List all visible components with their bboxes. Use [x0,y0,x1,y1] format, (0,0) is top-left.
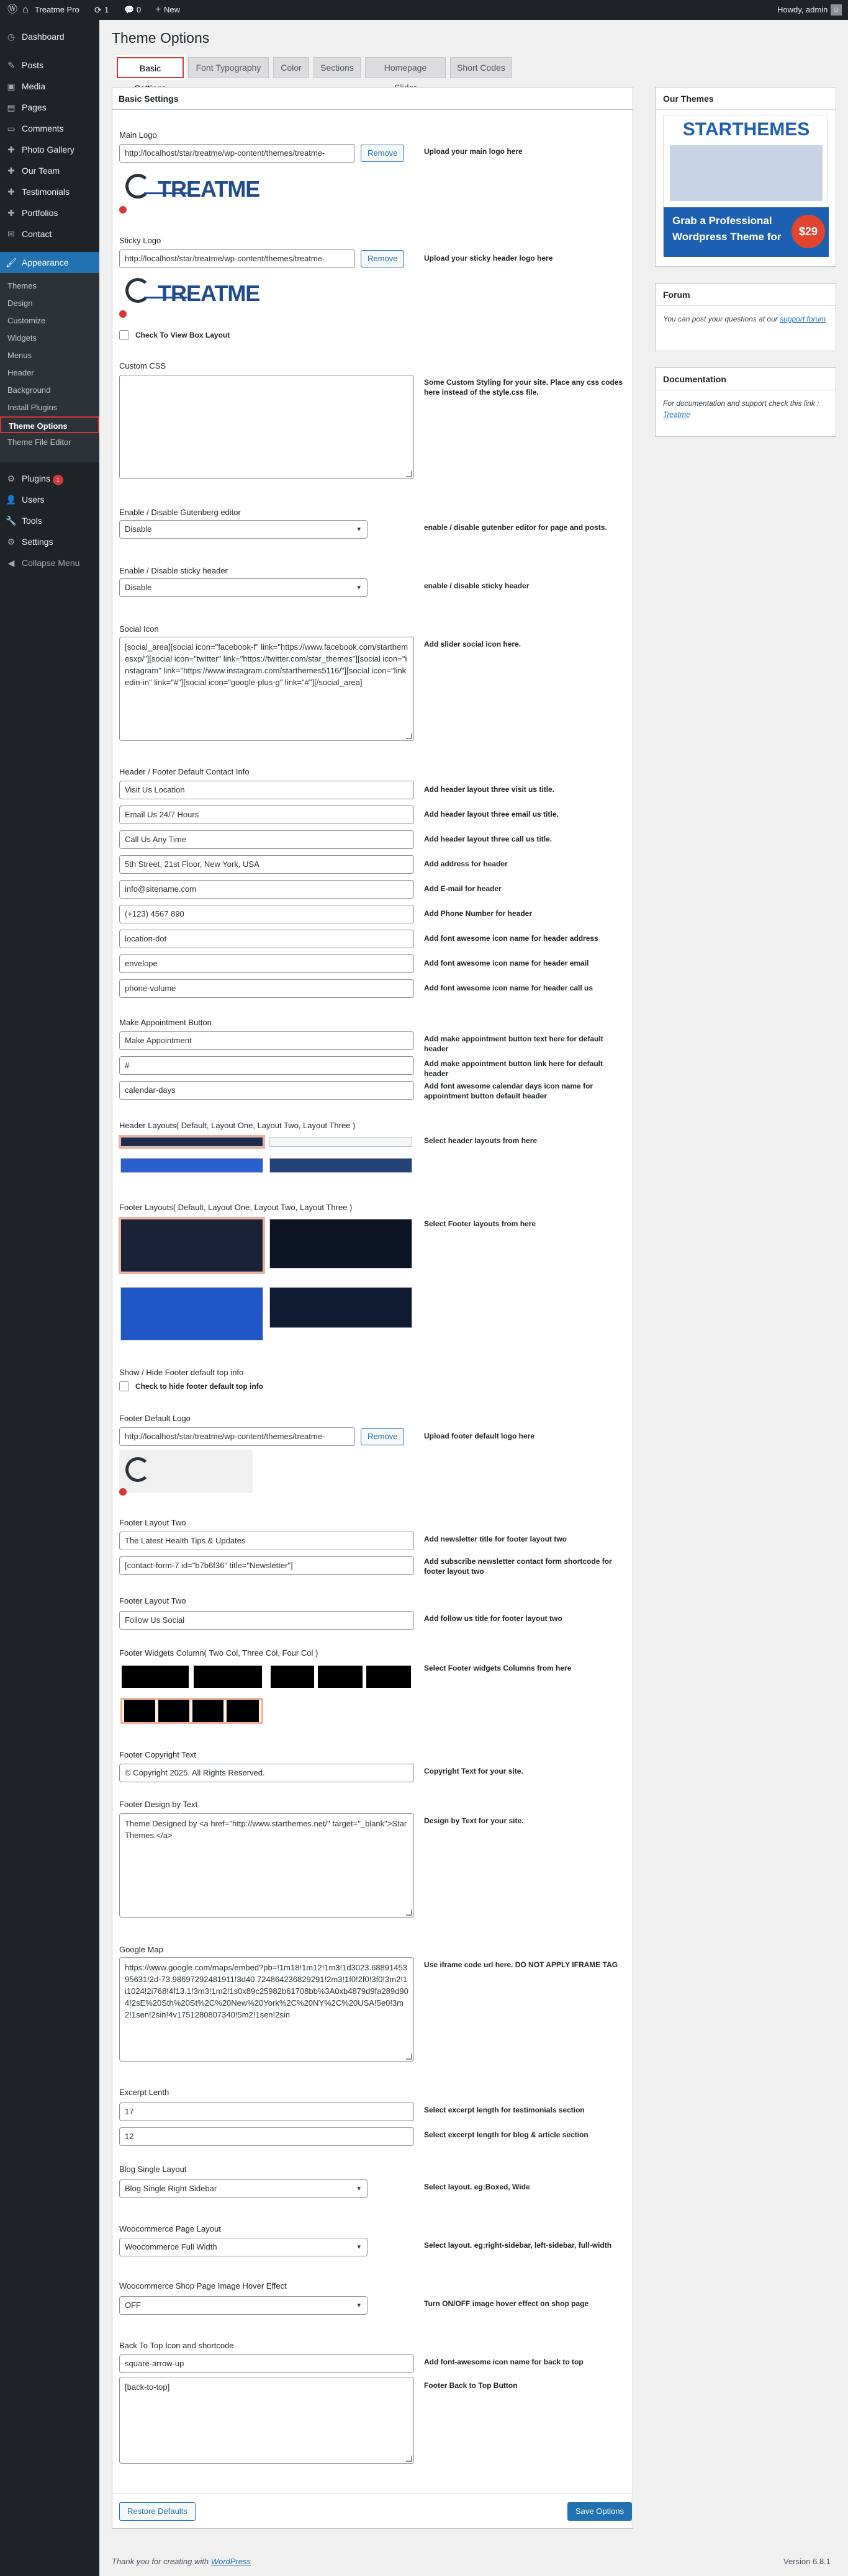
sticky-header-desc: enable / disable sticky header [424,581,530,590]
woo-hover-label: Woocommerce Shop Page Image Hover Effect [119,2281,287,2291]
footer-widgets-label: Footer Widgets Column( Two Col, Three Col, Four Col ) [119,1648,318,1658]
footer-top-info-label: Show / Hide Footer default top info [119,1368,244,1377]
site-name-link[interactable]: Treatme Pro [35,5,79,14]
footer-thanks [112,2557,251,2566]
page-icon: ▤ [7,102,16,112]
footer-col [192,1700,223,1722]
sticky-logo-remove-button[interactable]: Remove [361,250,404,267]
forum-body [656,306,836,332]
appointment-input[interactable]: Make Appointment [119,1031,414,1050]
footer-logo-preview [119,1450,253,1493]
howdy-link[interactable]: Howdy, admin [777,5,828,14]
new-link[interactable]: New [164,5,181,14]
menu-posts[interactable] [0,55,99,76]
plus-icon[interactable]: + [155,4,161,15]
menu-tools[interactable] [0,510,99,531]
menu-label: Tools [22,516,42,526]
sticky-logo-url-input[interactable]: http://localhost/star/treatme/wp-content/themes/treatme- [119,249,355,268]
header-layouts-label: Header Layouts( Default, Layout One, Layout Two, Layout Three ) [119,1121,356,1130]
menu-comments[interactable] [0,118,99,139]
menu-label: Photo Gallery [22,145,74,155]
custom-css-textarea[interactable] [119,375,414,479]
mail-icon: ✉ [7,229,15,239]
logo-wordmark: TREATME [158,176,260,202]
resize-handle[interactable] [406,2456,412,2462]
footer-layouts-desc: Select Footer layouts from here [424,1219,536,1228]
panel-title: Basic Settings [112,88,633,110]
design-by-textarea[interactable] [119,1813,414,1918]
footer-layout-two-thumb[interactable] [120,1287,263,1340]
woo-hover-desc: Turn ON/OFF image hover effect on shop page [424,2299,589,2308]
excerpt-blog-input[interactable]: 12 [119,2127,414,2146]
menu-label: Settings [22,537,53,547]
appointment-label: Make Appointment Button [119,1018,212,1027]
contact-info-input[interactable]: (+123) 4567 890 [119,905,414,923]
menu-label: Our Team [22,166,60,176]
stethoscope-icon [125,278,150,303]
menu-settings[interactable] [0,531,99,552]
menu-media[interactable] [0,76,99,97]
footer-col [158,1700,189,1722]
media-icon: ▣ [7,81,16,91]
starthemes-brand: STARTHEMES [682,119,810,140]
gutenberg-label: Enable / Disable Gutenberg editor [119,508,241,517]
footer-three-col-thumb[interactable] [318,1666,363,1688]
appointment-desc: Add make appointment button text here for default header [424,1034,603,1054]
woo-layout-label: Woocommerce Page Layout [119,2224,221,2233]
chevron-down-icon: ▾ [357,526,361,533]
user-icon: 👤 [6,495,17,505]
back-to-top-icon-input[interactable]: square-arrow-up [119,2354,414,2373]
header-layout-three-thumb[interactable] [269,1158,412,1173]
sticky-header-select[interactable] [119,578,368,597]
header-layout-one-thumb[interactable] [269,1137,412,1147]
footer-two-col-thumb[interactable] [194,1666,262,1688]
back-to-top-icon-desc: Add font-awesome icon name for back to top [424,2358,584,2366]
chevron-down-icon: ▾ [357,584,361,591]
page-title: Theme Options [112,30,210,46]
menu-label: Portfolios [22,208,58,218]
tab-sections[interactable]: Sections [313,57,361,78]
design-by-desc: Design by Text for your site. [424,1816,524,1825]
appointment-input[interactable]: # [119,1056,414,1075]
menu-dashboard[interactable] [0,26,99,47]
tab-short-codes[interactable]: Short Codes [450,57,512,78]
contact-info-input[interactable]: phone-volume [119,979,414,998]
footer-layout-default-thumb[interactable] [120,1219,263,1272]
forum-panel [655,283,836,351]
footer-col [124,1700,155,1722]
menu-contact[interactable] [0,223,99,245]
header-layouts-desc: Select header layouts from here [424,1136,538,1145]
google-map-value: https://www.google.com/maps/embed?pb=!1m18!1m12!1m3!1d3023.6889145395631!2d-73.98697292481911!3d40.724864236829291!2m3!1f0!2f0!3f0!3m2!1i1024!2i768!4f13.1!3m3!1m2!1s0x89c25982b61708bb%3A0xb4879d9fa289d904!2sE%20Sth%20St%2C%20New%20York%2C%20NY%2C%20USA!5e0!3m2!1sen!2sin!4v1751280807340!5m2!1sen!2sin [125,1963,408,2019]
sticky-logo-preview [119,271,260,314]
box-layout-checkbox[interactable] [119,330,129,340]
menu-label: Dashboard [22,32,65,42]
documentation-body [656,390,836,428]
footer-layout-two-label: Footer Layout Two [119,1518,186,1527]
menu-photo-gallery[interactable] [0,139,99,160]
footer-version: Version 6.8.1 [783,2557,831,2566]
contact-info-desc: Add header layout three email us title. [424,810,559,819]
follow-us-desc: Add follow us title for footer layout two [424,1614,562,1623]
promo-line2: Wordpress Theme for [672,231,782,243]
forum-title: Forum [656,284,836,306]
chevron-down-icon: ▾ [357,2302,361,2309]
footer-three-col-thumb[interactable] [271,1666,314,1688]
tab-font-typography[interactable]: Font Typography [188,57,269,78]
google-map-label: Google Map [119,1945,163,1954]
support-forum-link[interactable]: support forum [780,315,826,323]
main-logo-remove-button[interactable]: Remove [361,145,404,162]
appointment-desc: Add make appointment button link here for default header [424,1059,603,1079]
custom-css-label: Custom CSS [119,361,166,370]
design-by-label: Footer Design by Text [119,1800,198,1809]
menu-label: Plugins [22,473,50,483]
footer-top-info-check-label: Check to hide footer default top info [135,1382,263,1391]
comment-icon: ▭ [7,123,16,133]
social-icon-desc: Add slider social icon here. [424,640,521,648]
main-logo-preview [119,166,260,210]
back-to-top-shortcode-textarea[interactable] [119,2377,414,2464]
design-by-value: Theme Designed by <a href="http://www.starthemes.net/" target="_blank">Star Themes.</a> [125,1819,409,1840]
divider [112,2493,633,2494]
footer-logo-desc: Upload footer default logo here [424,1432,535,1440]
menu-label: Testimonials [22,187,70,197]
menu-label: Users [22,495,45,505]
header-layout-two-thumb[interactable] [120,1158,263,1173]
our-themes-panel [655,87,836,267]
social-icon-label: Social Icon [119,624,159,634]
copyright-input[interactable]: © Copyright 2025. All Rights Reserved. [119,1764,414,1782]
chevron-down-icon: ▾ [357,2185,361,2192]
resize-handle[interactable] [406,471,412,477]
plugin-icon: ⚙ [7,473,16,483]
team-icon: ✚ [7,166,15,176]
footer-layouts-label: Footer Layouts( Default, Layout One, Layout Two, Layout Three ) [119,1203,353,1212]
menu-label: Contact [22,229,52,239]
blog-single-desc: Select layout. eg:Boxed, Wide [424,2183,530,2191]
footer-logo-url-input[interactable]: http://localhost/star/treatme/wp-content/themes/treatme- [119,1427,355,1446]
submenu-customize[interactable]: Customize [7,316,46,325]
menu-label: Comments [22,123,64,133]
menu-pages[interactable] [0,97,99,118]
starthemes-banner[interactable] [663,115,828,256]
brush-icon: 🖌 [6,258,17,267]
menu-label: Pages [22,102,47,112]
main-logo-delete-icon[interactable] [119,206,127,213]
menu-plugins[interactable] [0,468,99,489]
stethoscope-icon [125,174,150,199]
gutenberg-select[interactable] [119,520,368,539]
footer-logo-remove-button[interactable]: Remove [361,1428,404,1445]
main-logo-label: Main Logo [119,130,157,140]
newsletter-title-desc: Add newsletter title for footer layout two [424,1535,567,1543]
admin-sidebar [0,20,99,2576]
submenu-header[interactable]: Header [7,368,34,377]
copyright-label: Footer Copyright Text [119,1750,197,1759]
contact-info-desc: Add font awesome icon name for header address [424,934,598,943]
excerpt-label: Excerpt Lenth [119,2088,169,2097]
menu-portfolios[interactable] [0,202,99,223]
menu-label: Collapse Menu [22,558,80,568]
settings-icon: ⚙ [7,537,16,547]
google-map-desc: Use iframe code url here. DO NOT APPLY IFRAME TAG [424,1960,618,1969]
back-to-top-label: Back To Top Icon and shortcode [119,2341,234,2350]
box-layout-label: Check To View Box Layout [135,331,230,339]
google-map-textarea[interactable] [119,1957,414,2062]
submenu-background[interactable]: Background [7,385,51,395]
portfolio-icon: ✚ [7,208,15,218]
back-to-top-shortcode-desc: Footer Back to Top Button [424,2381,518,2390]
price-badge: $29 [792,215,825,248]
submenu-themes[interactable]: Themes [7,281,37,290]
woo-hover-value: OFF [125,2300,141,2310]
contact-info-desc: Add Phone Number for header [424,909,533,918]
newsletter-form-desc: Add subscribe newsletter contact form shortcode for footer layout two [424,1557,612,1576]
footer-col [227,1700,259,1722]
submenu-theme-options[interactable]: Theme Options [0,416,99,433]
updates-icon[interactable]: ⟳ [94,5,102,15]
woo-layout-value: Woocommerce Full Width [125,2242,217,2251]
gallery-icon: ✚ [7,145,15,155]
contact-info-desc: Add font awesome icon name for header email [424,959,589,967]
excerpt-testimonials-input[interactable]: 17 [119,2103,414,2121]
custom-css-desc: Some Custom Styling for your site. Place any css codes here instead of the style.css file. [424,378,623,397]
our-themes-title: Our Themes [656,88,836,110]
header-layout-default-thumb[interactable] [120,1137,263,1147]
sticky-header-value: Disable [125,583,152,592]
excerpt-testimonials-desc: Select excerpt length for testimonials section [424,2106,585,2114]
submenu-menus[interactable]: Menus [7,351,32,360]
menu-appearance[interactable] [0,252,99,273]
menu-users[interactable] [0,489,99,510]
contact-info-input[interactable]: Visit Us Location [119,781,414,799]
wordpress-logo-icon[interactable]: Ⓦ [7,4,18,15]
menu-label: Posts [22,60,44,70]
main-logo-desc: Upload your main logo here [424,147,523,156]
stethoscope-icon [125,1457,150,1482]
blog-single-select[interactable] [119,2179,368,2198]
documentation-panel [655,367,836,437]
footer-three-col-thumb[interactable] [366,1666,411,1688]
dashboard-icon: ◷ [7,32,16,42]
collapse-icon: ◀ [7,558,15,568]
resize-handle[interactable] [406,733,412,739]
menu-our-team[interactable] [0,160,99,181]
submenu-widgets[interactable]: Widgets [7,333,37,343]
submenu-theme-file-editor[interactable]: Theme File Editor [7,438,71,447]
sticky-logo-desc: Upload your sticky header logo here [424,254,553,263]
footer-layout-one-thumb[interactable] [269,1219,412,1268]
appointment-desc: Add font awesome calendar days icon name for appointment button default header [424,1082,593,1101]
plugins-badge: 1 [53,475,63,485]
documentation-text: For documentation and support check this link : [663,399,819,408]
footer-four-col-selected[interactable] [120,1698,263,1724]
contact-info-input[interactable]: Call Us Any Time [119,830,414,849]
footer-widgets-desc: Select Footer widgets Columns from here [424,1664,572,1672]
sticky-header-label: Enable / Disable sticky header [119,566,228,575]
contact-info-input[interactable]: location-dot [119,930,414,948]
tab-color[interactable]: Color [273,57,309,78]
menu-label: Media [22,81,46,91]
back-to-top-shortcode-value: [back-to-top] [125,2382,170,2392]
footer-thanks-text: Thank you for creating with [112,2557,211,2566]
submenu-design[interactable]: Design [7,298,33,308]
newsletter-title-input[interactable]: The Latest Health Tips & Updates [119,1532,414,1550]
tab-basic-settings[interactable]: Basic [117,57,184,78]
contact-info-label: Header / Footer Default Contact Info [119,767,250,776]
logo-wordmark: TREATME [158,280,260,306]
pin-icon: ✎ [7,60,15,70]
gutenberg-desc: enable / disable gutenber editor for page and posts. [424,523,607,532]
contact-info-desc: Add E-mail for header [424,884,502,893]
newsletter-form-input[interactable]: [contact-form-7 id="b7b6f36" title="Newsletter"] [119,1556,414,1575]
forum-text: You can post your questions at our [663,315,780,323]
footer-layout-two-b-label: Footer Layout Two [119,1596,186,1605]
admin-bar [0,0,848,20]
copyright-desc: Copyright Text for your site. [424,1767,523,1775]
woo-hover-select[interactable] [119,2296,368,2315]
footer-two-col-thumb[interactable] [122,1666,189,1688]
submenu-install-plugins[interactable]: Install Plugins [7,403,58,412]
footer-top-info-checkbox[interactable] [119,1381,129,1391]
tab-homepage-slider[interactable]: Homepage [365,57,446,78]
social-icon-value: [social_area][social icon="facebook-f" link="https://www.facebook.com/starthemesxp/"][social icon="twitter" link="https://twitter.com/star_themes"][social icon="instagram" link="https://www.instagram.com/starthemes5116/"][social icon="linkedin-in" link="#"][social icon="google-plus-g" link="#"][/social_area] [125,642,408,687]
blog-single-label: Blog Single Layout [119,2165,187,2174]
quote-icon: ✚ [7,187,15,197]
avatar[interactable]: ☺ [831,4,842,16]
footer-layout-three-thumb[interactable] [269,1287,412,1328]
contact-info-desc: Add header layout three visit us title. [424,785,555,794]
comment-icon[interactable]: 💬 [124,5,135,14]
contact-info-desc: Add header layout three call us title. [424,835,553,843]
excerpt-blog-desc: Select excerpt length for blog & article section [424,2130,589,2139]
main-logo-url-input[interactable]: http://localhost/star/treatme/wp-content/themes/treatme- [119,144,355,163]
contact-info-input[interactable]: envelope [119,954,414,973]
sticky-logo-delete-icon[interactable] [119,310,127,318]
footer-logo-label: Footer Default Logo [119,1414,191,1423]
comments-count: 0 [137,5,142,14]
documentation-title: Documentation [656,368,836,390]
menu-collapse[interactable] [0,552,99,573]
promo-line1: Grab a Professional [672,215,772,227]
chevron-down-icon: ▾ [357,2243,361,2251]
contact-info-input[interactable]: 5th Street, 21st Floor, New York, USA [119,855,414,874]
theme-screenshots-image [670,145,823,201]
contact-info-desc: Add address for header [424,859,508,868]
resize-handle[interactable] [406,2053,412,2060]
gutenberg-value: Disable [125,524,152,534]
sticky-logo-label: Sticky Logo [119,236,161,245]
blog-single-value: Blog Single Right Sidebar [125,2184,217,2193]
social-icon-textarea[interactable] [119,637,414,741]
menu-label: Appearance [22,258,69,267]
appointment-input[interactable]: calendar-days [119,1081,414,1100]
footer-logo-delete-icon[interactable] [119,1488,127,1496]
woo-layout-desc: Select layout. eg:right-sidebar, left-sidebar, full-width [424,2241,612,2250]
woo-layout-select[interactable] [119,2238,368,2256]
resize-handle[interactable] [406,1910,412,1916]
updates-count: 1 [104,5,109,14]
appearance-submenu [0,273,99,462]
home-icon: ⌂ [22,4,29,15]
promo-strip [664,207,829,257]
restore-defaults-button[interactable]: Restore Defaults [119,2502,196,2521]
save-options-button[interactable]: Save Options [567,2502,632,2521]
treatme-docs-link[interactable]: Treatme [663,410,690,419]
contact-info-desc: Add font awesome icon name for header call us [424,984,593,992]
follow-us-input[interactable]: Follow Us Social [119,1611,414,1630]
menu-testimonials[interactable] [0,181,99,202]
contact-info-input[interactable]: Email Us 24/7 Hours [119,806,414,824]
wordpress-link[interactable]: WordPress [210,2557,251,2566]
wrench-icon: 🔧 [6,516,17,526]
contact-info-input[interactable]: info@sitename.com [119,880,414,899]
